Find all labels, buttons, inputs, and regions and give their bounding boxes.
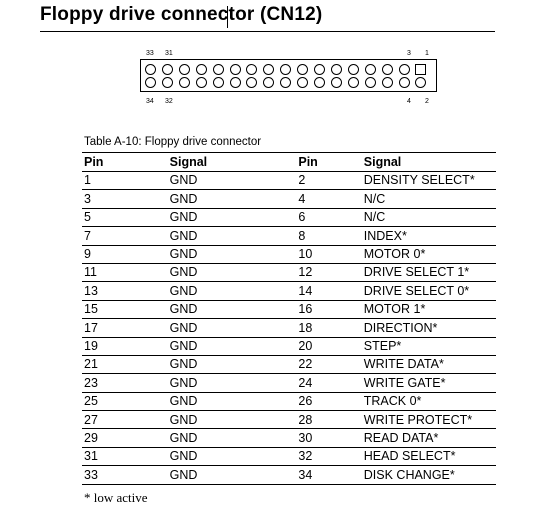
cell-signal: HEAD SELECT* <box>362 447 496 465</box>
pin-table <box>82 152 496 485</box>
cell-signal: DRIVE SELECT 1* <box>362 263 496 281</box>
pin <box>348 77 359 88</box>
pin <box>162 77 173 88</box>
pin <box>213 77 224 88</box>
cell-pin: 10 <box>296 245 361 263</box>
pin <box>399 64 410 75</box>
cell-pin: 25 <box>82 392 168 410</box>
cell-pin: 6 <box>296 208 361 226</box>
pin <box>331 64 342 75</box>
pin <box>145 77 156 88</box>
cell-pin: 23 <box>82 374 168 392</box>
pin-label-1: 1 <box>425 50 429 57</box>
table-row <box>82 447 496 465</box>
table-row <box>82 355 496 373</box>
cell-pin: 8 <box>296 227 361 245</box>
cell-pin: 3 <box>82 190 168 208</box>
pin <box>314 64 325 75</box>
cell-pin: 4 <box>296 190 361 208</box>
cell-pin: 13 <box>82 282 168 300</box>
table-row <box>82 466 496 484</box>
pin <box>331 77 342 88</box>
cell-signal: STEP* <box>362 337 496 355</box>
cell-pin: 22 <box>296 355 361 373</box>
cell-signal: GND <box>168 355 297 373</box>
table-row <box>82 411 496 429</box>
pin <box>145 64 156 75</box>
cell-pin: 15 <box>82 300 168 318</box>
pin <box>382 77 393 88</box>
table-row <box>82 282 496 300</box>
pin <box>415 77 426 88</box>
pin-label-33: 33 <box>146 50 154 57</box>
cell-signal: INDEX* <box>362 227 496 245</box>
page-title: Floppy drive connector (CN12) <box>40 4 323 25</box>
pin <box>213 64 224 75</box>
cell-pin: 20 <box>296 337 361 355</box>
pin <box>230 64 241 75</box>
cell-signal: WRITE DATA* <box>362 355 496 373</box>
cell-pin: 2 <box>296 172 361 190</box>
cell-pin: 34 <box>296 466 361 484</box>
cell-signal: GND <box>168 411 297 429</box>
cell-pin: 24 <box>296 374 361 392</box>
pin <box>314 77 325 88</box>
cell-pin: 32 <box>296 447 361 465</box>
pin <box>365 77 376 88</box>
cell-signal: GND <box>168 374 297 392</box>
cell-pin: 12 <box>296 263 361 281</box>
connector-outline <box>140 59 437 92</box>
pin <box>297 77 308 88</box>
cell-pin: 29 <box>82 429 168 447</box>
cell-pin: 7 <box>82 227 168 245</box>
pin <box>179 77 190 88</box>
table-row <box>82 263 496 281</box>
table-row <box>82 429 496 447</box>
table-caption: Table A-10: Floppy drive connector <box>84 136 262 148</box>
cell-signal: GND <box>168 447 297 465</box>
cell-signal: GND <box>168 319 297 337</box>
pin-1-square <box>415 64 426 75</box>
table-row <box>82 208 496 226</box>
table-row <box>82 245 496 263</box>
cell-signal: GND <box>168 190 297 208</box>
pin-label-34: 34 <box>146 98 154 105</box>
table-row <box>82 337 496 355</box>
table-row <box>82 190 496 208</box>
cell-pin: 14 <box>296 282 361 300</box>
cell-signal: WRITE PROTECT* <box>362 411 496 429</box>
pin <box>399 77 410 88</box>
pin <box>263 77 274 88</box>
cell-pin: 30 <box>296 429 361 447</box>
cell-signal: MOTOR 1* <box>362 300 496 318</box>
cell-pin: 26 <box>296 392 361 410</box>
cell-pin: 9 <box>82 245 168 263</box>
pin-label-3: 3 <box>407 50 411 57</box>
pin <box>230 77 241 88</box>
title-underline <box>40 31 495 32</box>
cell-pin: 31 <box>82 447 168 465</box>
pin <box>179 64 190 75</box>
cell-signal: DIRECTION* <box>362 319 496 337</box>
pin <box>246 64 257 75</box>
table-row <box>82 374 496 392</box>
footnote: * low active <box>84 490 148 505</box>
cell-signal: READ DATA* <box>362 429 496 447</box>
cell-signal: GND <box>168 429 297 447</box>
pin <box>263 64 274 75</box>
header-signal: Signal <box>168 153 297 172</box>
cell-signal: GND <box>168 466 297 484</box>
cell-signal: DRIVE SELECT 0* <box>362 282 496 300</box>
cell-signal: N/C <box>362 208 496 226</box>
cell-signal: GND <box>168 227 297 245</box>
pin <box>196 64 207 75</box>
text-cursor <box>227 6 228 28</box>
table-header-row <box>82 153 496 172</box>
header-pin: Pin <box>82 153 168 172</box>
header-pin: Pin <box>296 153 361 172</box>
pin-label-4: 4 <box>407 98 411 105</box>
cell-signal: GND <box>168 172 297 190</box>
cell-signal: DENSITY SELECT* <box>362 172 496 190</box>
cell-pin: 16 <box>296 300 361 318</box>
pin <box>196 77 207 88</box>
pin <box>280 77 291 88</box>
pin <box>280 64 291 75</box>
cell-pin: 33 <box>82 466 168 484</box>
cell-pin: 17 <box>82 319 168 337</box>
cell-signal: GND <box>168 263 297 281</box>
table-row <box>82 172 496 190</box>
table-row <box>82 319 496 337</box>
pin <box>382 64 393 75</box>
cell-signal: N/C <box>362 190 496 208</box>
cell-pin: 1 <box>82 172 168 190</box>
table-row <box>82 300 496 318</box>
cell-pin: 19 <box>82 337 168 355</box>
table-row <box>82 392 496 410</box>
pin <box>162 64 173 75</box>
pin-label-31: 31 <box>165 50 173 57</box>
cell-signal: DISK CHANGE* <box>362 466 496 484</box>
header-signal: Signal <box>362 153 496 172</box>
pin <box>348 64 359 75</box>
cell-pin: 28 <box>296 411 361 429</box>
cell-pin: 18 <box>296 319 361 337</box>
cell-pin: 5 <box>82 208 168 226</box>
pin-label-2: 2 <box>425 98 429 105</box>
cell-signal: WRITE GATE* <box>362 374 496 392</box>
cell-signal: GND <box>168 245 297 263</box>
pin <box>365 64 376 75</box>
cell-pin: 11 <box>82 263 168 281</box>
pin-label-32: 32 <box>165 98 173 105</box>
pin <box>297 64 308 75</box>
cell-pin: 27 <box>82 411 168 429</box>
cell-signal: TRACK 0* <box>362 392 496 410</box>
pin <box>246 77 257 88</box>
cell-signal: GND <box>168 392 297 410</box>
cell-pin: 21 <box>82 355 168 373</box>
cell-signal: GND <box>168 282 297 300</box>
cell-signal: GND <box>168 300 297 318</box>
cell-signal: GND <box>168 208 297 226</box>
cell-signal: MOTOR 0* <box>362 245 496 263</box>
cell-signal: GND <box>168 337 297 355</box>
table-row <box>82 227 496 245</box>
